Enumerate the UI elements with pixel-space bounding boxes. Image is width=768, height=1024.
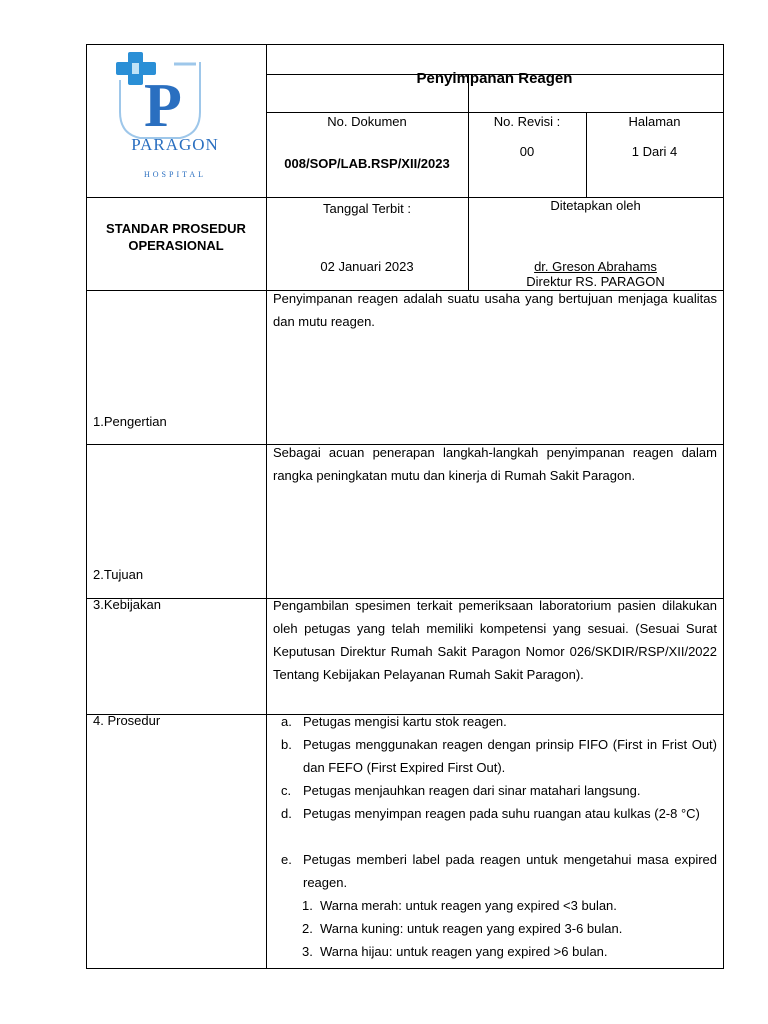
item-marker: e. <box>281 852 292 867</box>
item-text: Petugas menyimpan reagen pada suhu ruangan atau kulkas (2-8 °C) <box>303 806 700 821</box>
revision-label: No. Revisi : <box>493 114 561 129</box>
document-title: Penyimpanan Reagen <box>416 70 573 87</box>
doc-number: 008/SOP/LAB.RSP/XII/2023 <box>284 156 450 171</box>
procedure-item <box>281 848 717 894</box>
procedure-item <box>281 779 717 802</box>
procedure-item <box>281 710 717 733</box>
procedure-subitem <box>302 940 717 963</box>
procedure-item <box>281 802 717 825</box>
sop-label: STANDAR PROSEDUR OPERASIONAL <box>106 221 246 253</box>
page-label: Halaman <box>628 114 681 129</box>
item-marker: a. <box>281 714 292 729</box>
section-label-pengertian: 1.Pengertian <box>93 414 167 429</box>
section-text-tujuan: Sebagai acuan penerapan langkah-langkah penyimpanan reagen dalam rangka peningkatan mutu dan kinerja di Rumah Sakit Paragon. <box>273 445 717 483</box>
approver-title: Direktur RS. PARAGON <box>526 274 665 289</box>
item-text: Petugas menjauhkan reagen dari sinar matahari langsung. <box>303 783 641 798</box>
paragon-logo-icon <box>100 50 230 190</box>
item-text: Petugas mengisi kartu stok reagen. <box>303 714 507 729</box>
issue-date-label: Tanggal Terbit : <box>323 201 411 216</box>
subitem-text: Warna hijau: untuk reagen yang expired >6 bulan. <box>320 944 608 959</box>
logo-name: PARAGON <box>131 135 219 154</box>
subitem-text: Warna merah: untuk reagen yang expired <3 bulan. <box>320 898 617 913</box>
subitem-marker: 1. <box>302 898 313 913</box>
logo-subtitle: HOSPITAL <box>143 170 207 179</box>
issue-date: 02 Januari 2023 <box>320 259 414 274</box>
subitem-marker: 2. <box>302 921 313 936</box>
item-text: Petugas memberi label pada reagen untuk mengetahui masa expired reagen. <box>303 852 717 890</box>
section-text-kebijakan: Pengambilan spesimen terkait pemeriksaan laboratorium pasien dilakukan oleh petugas yang telah memiliki kompetensi yang sesuai. (Sesuai Surat Keputusan Direktur Rumah Sakit Paragon Nomor 026/SKDIR/RSP/XII/2022 Tentang Kebijakan Pelayanan Rumah Sakit Paragon). <box>273 598 717 682</box>
approver-name: dr. Greson Abrahams <box>534 259 657 274</box>
section-label-kebijakan: 3.Kebijakan <box>93 597 161 612</box>
item-text: Petugas menggunakan reagen dengan prinsip FIFO (First in Frist Out) dan FEFO (First Expired First Out). <box>303 737 717 775</box>
subitem-marker: 3. <box>302 944 313 959</box>
section-label-tujuan: 2.Tujuan <box>93 567 144 582</box>
item-marker: d. <box>281 806 292 821</box>
hospital-logo <box>100 50 230 190</box>
page-value: 1 Dari 4 <box>631 144 678 159</box>
section-text-pengertian: Penyimpanan reagen adalah suatu usaha yang bertujuan menjaga kualitas dan mutu reagen. <box>273 291 717 329</box>
doc-number-label: No. Dokumen <box>327 114 407 129</box>
procedure-subitem <box>302 917 717 940</box>
subitem-text: Warna kuning: untuk reagen yang expired 3-6 bulan. <box>320 921 623 936</box>
procedure-subitem <box>302 894 717 917</box>
revision-value: 00 <box>519 144 535 159</box>
approved-by-label: Ditetapkan oleh <box>550 198 641 213</box>
svg-text:P: P <box>144 72 182 140</box>
section-label-prosedur: 4. Prosedur <box>93 713 161 728</box>
item-marker: b. <box>281 737 292 752</box>
procedure-item <box>281 733 717 779</box>
item-marker: c. <box>281 783 292 798</box>
